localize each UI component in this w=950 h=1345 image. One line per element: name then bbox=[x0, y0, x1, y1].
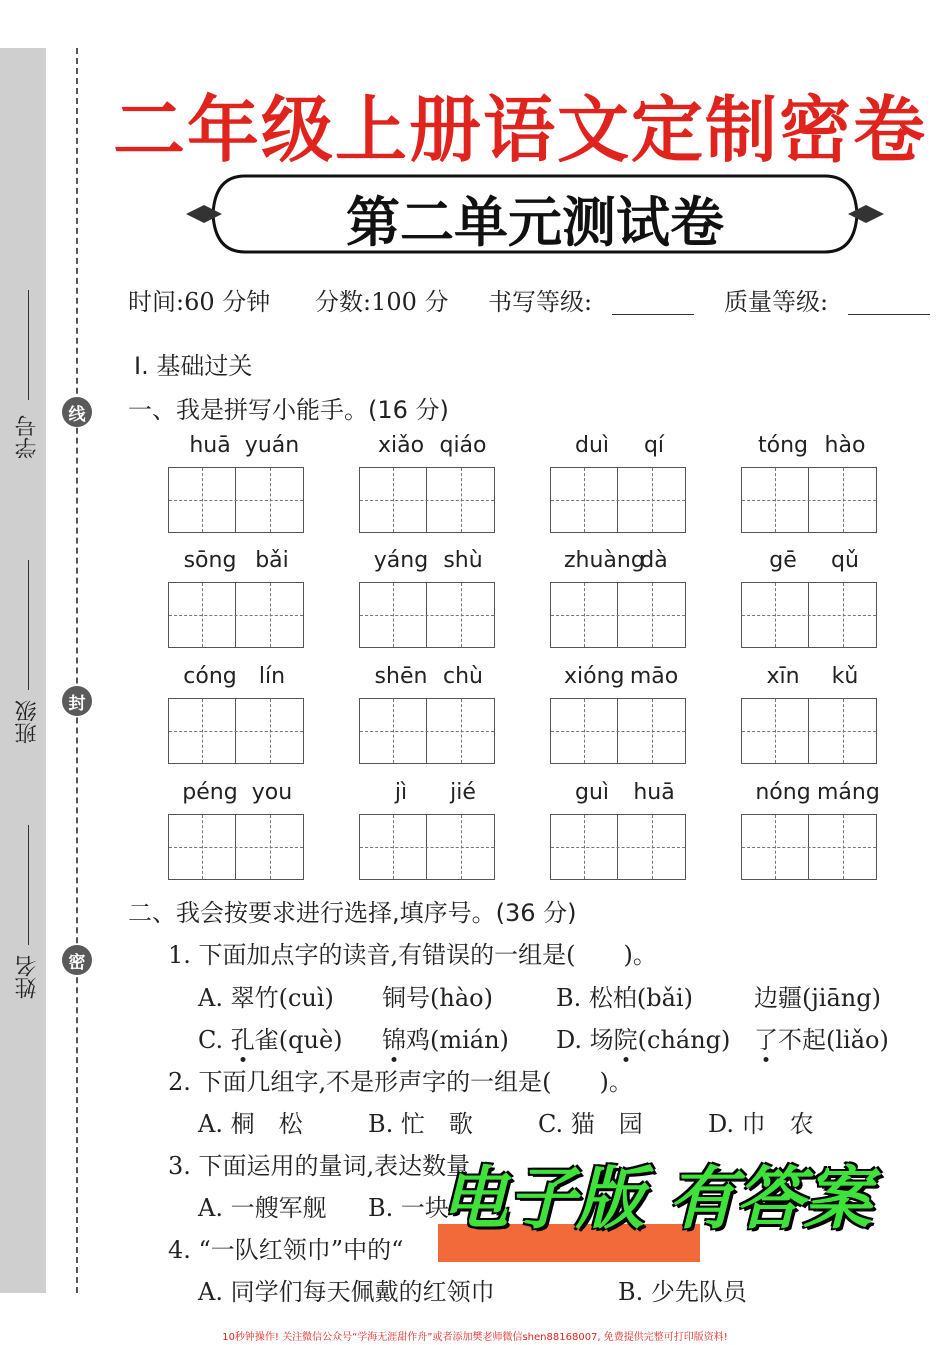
score-info: 分数:100 分 bbox=[315, 288, 449, 316]
q1-option-d1: D. 场院(cháng) bbox=[556, 1026, 731, 1054]
pinyin-syllable: kǔ bbox=[831, 664, 859, 689]
pinyin-syllable: máng bbox=[817, 780, 880, 805]
overlay-banner-text: 电子版 有答案 bbox=[440, 1160, 872, 1239]
tianzige-writing-box[interactable] bbox=[168, 814, 304, 880]
footer-notice: 10秒钟操作! 关注微信公众号“学海无涯甜作舟”或者添加樊老师微信shen88168007, 免费提供完整可打印版资料! bbox=[222, 1332, 728, 1343]
q1-option-c2: 锦鸡(mián) bbox=[382, 1026, 509, 1054]
name-line bbox=[28, 825, 29, 945]
writing-grade-label: 书写等级: bbox=[488, 288, 593, 316]
quality-grade-blank bbox=[848, 288, 930, 315]
student-no-label: 学号 bbox=[15, 415, 40, 459]
tianzige-writing-box[interactable] bbox=[550, 698, 686, 764]
tianzige-writing-box[interactable] bbox=[741, 467, 877, 533]
q1-option-a1: A. 翠竹(cuì) bbox=[198, 984, 334, 1012]
part-title: Ⅰ. 基础过关 bbox=[134, 352, 253, 380]
pinyin-syllable: dà bbox=[640, 548, 668, 573]
pinyin-syllable: you bbox=[251, 780, 293, 805]
q4-option-a: A. 同学们每天佩戴的红领巾 bbox=[198, 1278, 495, 1306]
tianzige-writing-box[interactable] bbox=[550, 814, 686, 880]
pinyin-syllable: huā bbox=[633, 780, 675, 805]
class-label: 班级 bbox=[15, 700, 40, 744]
section2-title: 二、我会按要求进行选择,填序号。(36 分) bbox=[128, 899, 577, 927]
pinyin-syllable: lín bbox=[258, 664, 286, 689]
tianzige-writing-box[interactable] bbox=[741, 814, 877, 880]
tianzige-writing-box[interactable] bbox=[359, 467, 495, 533]
question-3: 3. 下面运用的量词,表达数量 bbox=[168, 1152, 471, 1180]
pinyin-syllable: shēn bbox=[374, 664, 428, 689]
tianzige-writing-box[interactable] bbox=[359, 698, 495, 764]
q1-option-d2: 了不起(liǎo) bbox=[754, 1026, 889, 1054]
pinyin-syllable: hào bbox=[824, 433, 866, 458]
pinyin-syllable: māo bbox=[629, 664, 679, 689]
pinyin-syllable: yáng bbox=[373, 548, 429, 573]
pinyin-syllable: xióng bbox=[564, 664, 625, 689]
pinyin-syllable: jì bbox=[394, 780, 408, 805]
question-2: 2. 下面几组字,不是形声字的一组是( )。 bbox=[168, 1068, 633, 1096]
seal-mi-badge: 密 bbox=[62, 945, 92, 975]
q3-option-a: A. 一艘军舰 bbox=[198, 1194, 327, 1222]
tianzige-writing-box[interactable] bbox=[168, 582, 304, 648]
tianzige-writing-box[interactable] bbox=[741, 698, 877, 764]
tianzige-writing-box[interactable] bbox=[550, 467, 686, 533]
seal-feng-badge: 封 bbox=[62, 686, 92, 716]
subtitle: 第二单元测试卷 bbox=[346, 191, 724, 254]
pinyin-syllable: jié bbox=[450, 780, 476, 805]
section1-title: 一、我是拼写小能手。(16 分) bbox=[128, 396, 449, 424]
q4-option-b: B. 少先队员 bbox=[618, 1278, 747, 1306]
pinyin-syllable: gē bbox=[769, 548, 797, 573]
q1-option-c1: C. 孔雀(què) bbox=[198, 1026, 343, 1054]
writing-grade-blank bbox=[612, 288, 694, 315]
pinyin-syllable: péng bbox=[182, 780, 238, 805]
quality-grade-label: 质量等级: bbox=[724, 288, 829, 316]
time-info: 时间:60 分钟 bbox=[128, 288, 271, 316]
question-4: 4. “一队红领巾”中的“ bbox=[168, 1236, 404, 1264]
pinyin-syllable: duì bbox=[574, 433, 610, 458]
q1-option-a2: 铜号(hào) bbox=[382, 984, 493, 1012]
q2-option-a: A. 桐 松 bbox=[198, 1110, 303, 1138]
pinyin-syllable: cóng bbox=[183, 664, 237, 689]
tianzige-writing-box[interactable] bbox=[550, 582, 686, 648]
pinyin-syllable: chù bbox=[443, 664, 483, 689]
pinyin-syllable: shù bbox=[443, 548, 483, 573]
q2-option-b: B. 忙 歌 bbox=[368, 1110, 473, 1138]
q1-option-b1: B. 松柏(bǎi) bbox=[556, 984, 693, 1012]
binding-margin bbox=[0, 48, 46, 1293]
tianzige-writing-box[interactable] bbox=[359, 814, 495, 880]
pinyin-syllable: qiáo bbox=[439, 433, 487, 458]
q3-option-b: B. 一块 bbox=[368, 1194, 449, 1222]
pinyin-syllable: yuán bbox=[244, 433, 300, 458]
pinyin-syllable: zhuàng bbox=[564, 548, 645, 573]
question-1: 1. 下面加点字的读音,有错误的一组是( )。 bbox=[168, 941, 657, 969]
tianzige-writing-box[interactable] bbox=[359, 582, 495, 648]
q2-option-d: D. 巾 农 bbox=[708, 1110, 814, 1138]
main-title: 二年级上册语文定制密卷 bbox=[112, 88, 927, 172]
tianzige-writing-box[interactable] bbox=[168, 698, 304, 764]
seal-line-badge: 线 bbox=[62, 397, 92, 427]
pinyin-syllable: xīn bbox=[766, 664, 800, 689]
q1-option-b2: 边疆(jiāng) bbox=[754, 984, 881, 1012]
pinyin-syllable: qí bbox=[643, 433, 665, 458]
pinyin-syllable: qǔ bbox=[831, 548, 859, 573]
pinyin-syllable: xiǎo bbox=[377, 433, 425, 458]
tianzige-writing-box[interactable] bbox=[741, 582, 877, 648]
pinyin-syllable: bǎi bbox=[255, 548, 289, 573]
q2-option-c: C. 猫 园 bbox=[538, 1110, 643, 1138]
name-label: 姓名 bbox=[15, 955, 40, 999]
pinyin-syllable: sōng bbox=[183, 548, 237, 573]
pinyin-syllable: guì bbox=[574, 780, 610, 805]
student-no-line bbox=[28, 290, 29, 400]
pinyin-syllable: tóng bbox=[758, 433, 808, 458]
pinyin-syllable: nóng bbox=[755, 780, 811, 805]
cut-line bbox=[76, 48, 78, 1293]
class-line bbox=[28, 560, 29, 690]
tianzige-writing-box[interactable] bbox=[168, 467, 304, 533]
pinyin-syllable: huā bbox=[189, 433, 231, 458]
